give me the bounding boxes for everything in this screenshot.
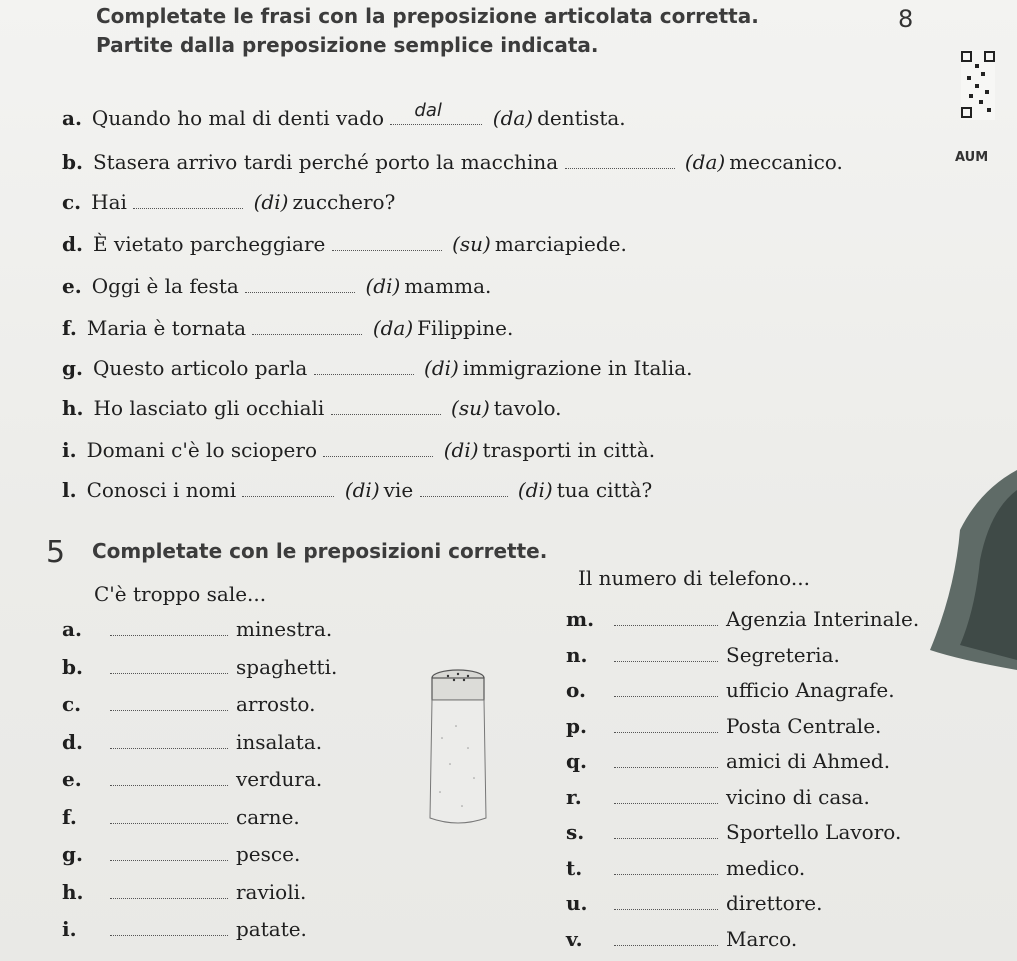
item-text: Segreteria. (726, 642, 840, 667)
item-letter: i. (62, 438, 77, 462)
right-column-title: Il numero di telefono... (578, 566, 810, 590)
item-text: Sportello Lavoro. (726, 820, 902, 844)
item-letter: c. (62, 692, 82, 716)
answer-blank[interactable] (614, 927, 718, 946)
answer-blank[interactable] (614, 749, 718, 768)
qr-code-icon (961, 50, 995, 120)
item-text: Conosci i nomi (86, 478, 237, 502)
right-item (566, 927, 797, 951)
item-text: È vietato parcheggiare (92, 232, 326, 256)
answer-blank[interactable] (390, 100, 482, 125)
answer-blank[interactable] (314, 356, 414, 375)
item-text: spaghetti. (236, 654, 338, 679)
item-letter: p. (566, 713, 587, 738)
item-letter: n. (566, 642, 588, 667)
preposition-hint: (di) (443, 438, 479, 462)
item-text: Hai (91, 190, 127, 214)
item-text-end: tavolo. (493, 396, 562, 420)
item-c (62, 190, 395, 214)
answer-blank[interactable] (331, 396, 441, 415)
left-item (62, 617, 332, 641)
item-e (62, 274, 491, 298)
right-item (566, 607, 919, 631)
item-text: pesce. (236, 842, 301, 866)
item-text-end: mamma. (404, 274, 492, 298)
left-item (62, 917, 307, 941)
item-letter: g. (62, 842, 83, 866)
item-text-end: Filippine. (417, 316, 514, 340)
answer-blank[interactable] (614, 785, 718, 804)
audio-label: AUM (955, 150, 989, 165)
item-text-end: marciapiede. (494, 232, 627, 256)
item-letter: u. (566, 891, 588, 915)
item-text: Oggi è la festa (91, 274, 239, 298)
item-text: insalata. (236, 729, 323, 754)
item-text: verdura. (236, 767, 323, 791)
item-letter: s. (566, 820, 585, 844)
item-text-end: zucchero? (292, 190, 396, 214)
answer-blank[interactable] (614, 856, 718, 875)
item-text: amici di Ahmed. (726, 749, 891, 773)
answer-blank[interactable] (332, 232, 442, 251)
item-text: medico. (726, 855, 806, 880)
preposition-hint: (di) (365, 274, 401, 298)
answer-blank[interactable] (110, 655, 228, 674)
item-d (62, 232, 627, 256)
item-f (62, 316, 513, 340)
item-text-end: trasporti in città. (482, 438, 656, 462)
answer-blank[interactable] (110, 617, 228, 636)
item-text: Agenzia Interinale. (726, 607, 920, 631)
answer-blank-2[interactable] (420, 478, 508, 497)
item-text-end: meccanico. (729, 150, 843, 174)
item-text: Maria è tornata (86, 316, 247, 340)
item-letter: r. (566, 784, 582, 809)
right-item (566, 678, 895, 702)
item-h (62, 396, 562, 420)
exercise-badge: 8 (898, 5, 914, 33)
answer-blank[interactable] (614, 678, 718, 697)
item-letter: h. (62, 396, 84, 420)
item-text: direttore. (726, 891, 823, 915)
item-text: ufficio Anagrafe. (726, 678, 895, 702)
left-item (62, 805, 300, 829)
item-letter: a. (62, 106, 82, 130)
item-b (62, 150, 843, 174)
preposition-hint: (da) (492, 106, 534, 130)
left-item (62, 842, 300, 866)
item-letter: e. (62, 274, 82, 298)
item-text: Posta Centrale. (726, 713, 882, 738)
item-text: Quando ho mal di denti vado (91, 106, 385, 130)
item-letter: f. (62, 804, 77, 829)
item-text: minestra. (236, 617, 333, 641)
right-item (566, 643, 840, 667)
left-column-title: C'è troppo sale... (94, 582, 267, 606)
preposition-hint-2: (di) (517, 478, 553, 502)
answer-blank[interactable] (110, 767, 228, 786)
answer-blank[interactable] (565, 150, 675, 169)
right-item (566, 749, 890, 773)
item-letter: i. (62, 917, 77, 941)
item-text: Domani c'è lo sciopero (86, 438, 317, 462)
answer-blank[interactable] (245, 274, 355, 293)
answer-blank[interactable] (242, 478, 334, 497)
item-text: carne. (236, 804, 300, 829)
answer-blank[interactable] (110, 842, 228, 861)
item-letter: d. (62, 729, 83, 754)
left-item (62, 692, 315, 716)
answer-blank[interactable] (133, 190, 243, 209)
item-text: Marco. (726, 926, 798, 951)
exercise-5-number: 5 (46, 535, 66, 570)
answer-blank[interactable] (614, 714, 718, 733)
left-item (62, 767, 322, 791)
item-i (62, 438, 655, 462)
answer-blank[interactable] (614, 607, 718, 626)
item-text-end: dentista. (537, 106, 626, 130)
answer-blank[interactable] (323, 438, 433, 457)
right-item (566, 820, 901, 844)
left-item (62, 880, 306, 904)
preposition-hint: (di) (424, 356, 459, 380)
answer-blank[interactable] (614, 891, 718, 910)
answer-blank[interactable] (252, 316, 362, 335)
preposition-hint: (da) (684, 150, 726, 174)
salt-shaker-illustration (428, 668, 488, 828)
item-letter: q. (566, 749, 587, 773)
answer-blank[interactable] (614, 643, 718, 662)
item-text: Ho lasciato gli occhiali (93, 396, 325, 420)
answer-blank[interactable] (110, 880, 228, 899)
right-item (566, 714, 881, 738)
right-item (566, 891, 822, 915)
preposition-hint: (da) (372, 316, 414, 340)
item-letter: o. (566, 678, 586, 702)
item-letter: d. (62, 232, 83, 256)
exercise-5-heading: Completate con le preposizioni corrette. (92, 539, 548, 563)
item-letter: b. (62, 654, 83, 679)
item-text-end: immigrazione in Italia. (462, 356, 693, 380)
item-letter: e. (62, 767, 82, 791)
item-letter: a. (62, 617, 82, 641)
preposition-hint: (di) (344, 478, 380, 502)
item-a (62, 100, 626, 130)
left-item (62, 730, 322, 754)
answer-blank[interactable] (110, 917, 228, 936)
exercise-4-subheading: Partite dalla preposizione semplice indicata. (96, 33, 599, 57)
item-text: patate. (236, 917, 307, 941)
item-text: vicino di casa. (726, 784, 870, 809)
left-item (62, 655, 337, 679)
item-g (62, 356, 693, 380)
item-letter: c. (62, 190, 82, 214)
item-letter: t. (566, 855, 583, 880)
item-letter: f. (62, 316, 77, 340)
item-text: Questo articolo parla (92, 356, 308, 380)
item-letter: m. (566, 607, 595, 631)
item-text: Stasera arrivo tardi perché porto la macchina (92, 150, 559, 174)
answer-blank[interactable] (110, 692, 228, 711)
item-text-mid: vie (383, 478, 414, 502)
item-letter: v. (566, 926, 583, 951)
right-item (566, 856, 805, 880)
phone-edge-photo (900, 470, 1017, 670)
answer-blank[interactable] (110, 805, 228, 824)
handwritten-answer: dal (414, 100, 442, 121)
answer-blank[interactable] (614, 820, 718, 839)
preposition-hint: (di) (253, 190, 289, 214)
item-text-end: tua città? (556, 478, 653, 502)
preposition-hint: (su) (451, 396, 490, 420)
right-item (566, 785, 870, 809)
answer-blank[interactable] (110, 730, 228, 749)
item-letter: h. (62, 879, 84, 904)
item-text: arrosto. (236, 692, 316, 716)
item-l (62, 478, 652, 502)
item-letter: l. (62, 478, 77, 502)
item-text: ravioli. (236, 879, 307, 904)
item-letter: b. (62, 150, 83, 174)
exercise-4-heading: Completate le frasi con la preposizione articolata corretta. (96, 4, 759, 28)
item-letter: g. (62, 356, 83, 380)
preposition-hint: (su) (452, 232, 491, 256)
